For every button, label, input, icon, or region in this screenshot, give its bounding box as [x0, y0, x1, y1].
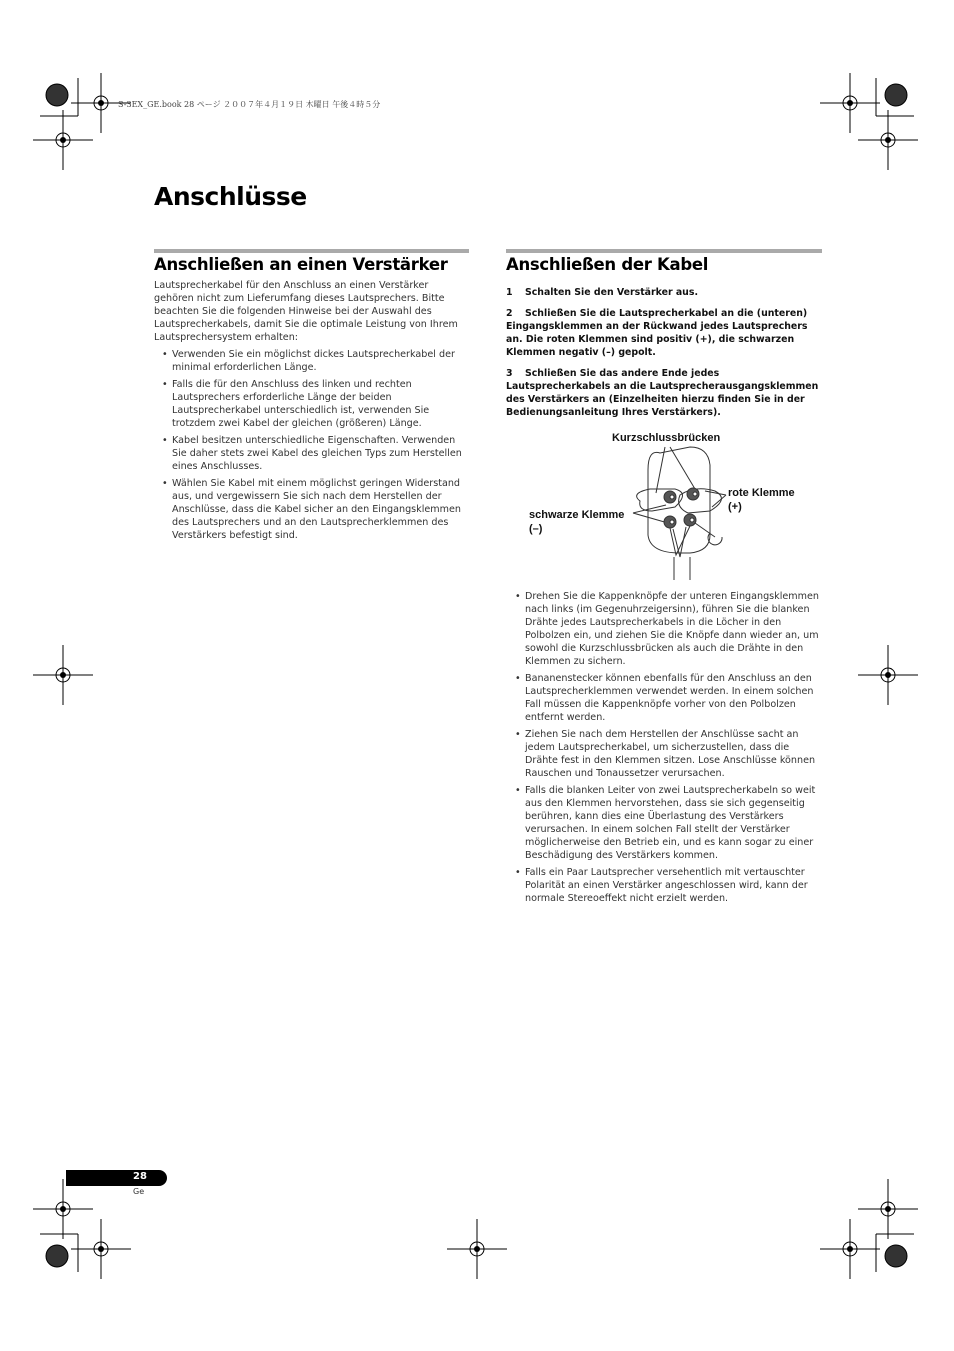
color-target-icon [885, 1245, 907, 1267]
list-item: • Falls die für den Anschluss des linken und rechten Lautsprechers erforderliche Länge der beiden Lautsprecherkabel unterschiedlich ist, verwenden Sie trotzdem zwei Kabel der gleichen (größeren) Länge. [154, 378, 470, 430]
list-item: • Bananenstecker können ebenfalls für den Anschluss an den Lautsprecherklemmen verwendet werden. In einem solchen Fall müssen die Kappenknöpfe vorher von den Polbolzen entfernt werden. [507, 672, 825, 724]
registration-crosshair [33, 645, 93, 705]
color-target-icon [885, 84, 907, 106]
registration-crosshair [33, 1179, 93, 1239]
step-3: 3 Schließen Sie das andere Ende jedes Lautsprecherkabels an die Lautsprecherausgangsklemmen des Verstärkers an (Einzelheiten hierzu finden Sie in der Bedienungsanleitung Ihres Verstärkers). [506, 368, 819, 418]
list-item: • Falls ein Paar Lautsprecher versehentlich mit vertauschter Polarität an einen Verstärker angeschlossen wird, kann der normale Stereoeffekt nicht erzielt werden. [507, 866, 825, 905]
left-intro: Lautsprecherkabel für den Anschluss an einen Verstärker gehören nicht zum Lieferumfang dieses Lautsprechers. Bitte beachten Sie die folgenden Hinweise bei der Auswahl des Lautsprecherkabels, damit Sie die optimale Leistung von Ihrem Lautsprechersystem erhalten: [154, 280, 458, 343]
steps [506, 286, 824, 427]
print-header: S-3EX_GE.book 28 ページ ２００７年４月１９日 木曜日 午後４時５分 [118, 100, 381, 109]
right-heading: Anschließen der Kabel [506, 255, 709, 274]
left-heading: Anschließen an einen Verstärker [154, 255, 448, 274]
list-item: • Verwenden Sie ein möglichst dickes Lautsprecherkabel der minimal erforderlichen Länge. [154, 348, 470, 374]
terminal-diagram [500, 425, 820, 585]
list-item: • Wählen Sie Kabel mit einem möglichst geringen Widerstand aus, und vergewissern Sie sich nach dem Herstellen der Anschlüsse, dass die Kabel sicher an den Eingangsklemmen des Lautsprechers und an den Lautsprecherklemmen des Verstärkers befestigt sind. [154, 477, 470, 542]
right-bullets [507, 590, 825, 905]
page-title: Anschlüsse [154, 182, 307, 211]
language-code: Ge [133, 1187, 145, 1196]
list-item: • Drehen Sie die Kappenknöpfe der unteren Eingangsklemmen nach links (im Gegenuhrzeigersinn), führen Sie die blanken Drähte jedes Lautsprecherkabels in die Löcher in den Polbolzen ein, und ziehen Sie die Knöpfe dann wieder an, um sowohl die Kurzschlussbrücken als auch die Drähte in den Klemmen zu sichern. [507, 590, 825, 668]
left-bullets [154, 348, 470, 542]
step-1: 1 Schalten Sie den Verstärker aus. [506, 287, 699, 298]
left-column [154, 279, 470, 546]
registration-crosshair [820, 73, 880, 133]
section-bar-right [506, 249, 822, 253]
registration-crosshair [33, 110, 93, 170]
right-column [507, 590, 825, 909]
list-item: • Kabel besitzen unterschiedliche Eigenschaften. Verwenden Sie daher stets zwei Kabel des gleichen Typs zum Herstellen eines Anschlusses. [154, 434, 470, 473]
section-bar-left [154, 249, 469, 253]
color-target-icon [46, 1245, 68, 1267]
registration-crosshair [858, 1179, 918, 1239]
registration-crosshair [858, 645, 918, 705]
registration-crosshair [447, 1219, 507, 1279]
list-item: • Falls die blanken Leiter von zwei Lautsprecherkabeln so weit aus den Klemmen hervorstehen, dass sie sich gegenseitig berühren, kann dies eine Überlastung des Verstärkers verursachen. In einem solchen Fall stellt der Verstärker möglicherweise den Betrieb ein, und es kann sogar zu einer Beschädigung des Verstärkers kommen. [507, 784, 825, 862]
page-number: 28 [133, 1171, 147, 1182]
registration-crosshair [71, 1219, 131, 1279]
page-number-badge [66, 1170, 167, 1186]
terminal-illustration [500, 425, 820, 585]
registration-crosshair [858, 110, 918, 170]
label-red: rote Klemme (+) [728, 487, 795, 513]
registration-crosshair [820, 1219, 880, 1279]
step-2: 2 Schließen Sie die Lautsprecherkabel an die (unteren) Eingangsklemmen an der Rückwand jedes Lautsprechers an. Die roten Klemmen sind positiv (+), die schwarzen Klemmen negativ (–) gepolt. [506, 308, 808, 358]
color-target-icon [46, 84, 68, 106]
list-item: • Ziehen Sie nach dem Herstellen der Anschlüsse sacht an jedem Lautsprecherkabel, um sicherzustellen, dass die Drähte fest in den Klemmen sitzen. Lose Anschlüsse können Rauschen und Tonaussetzer verursachen. [507, 728, 825, 780]
label-bridges: Kurzschlussbrücken [612, 432, 721, 444]
label-black: schwarze Klemme (–) [529, 509, 625, 535]
